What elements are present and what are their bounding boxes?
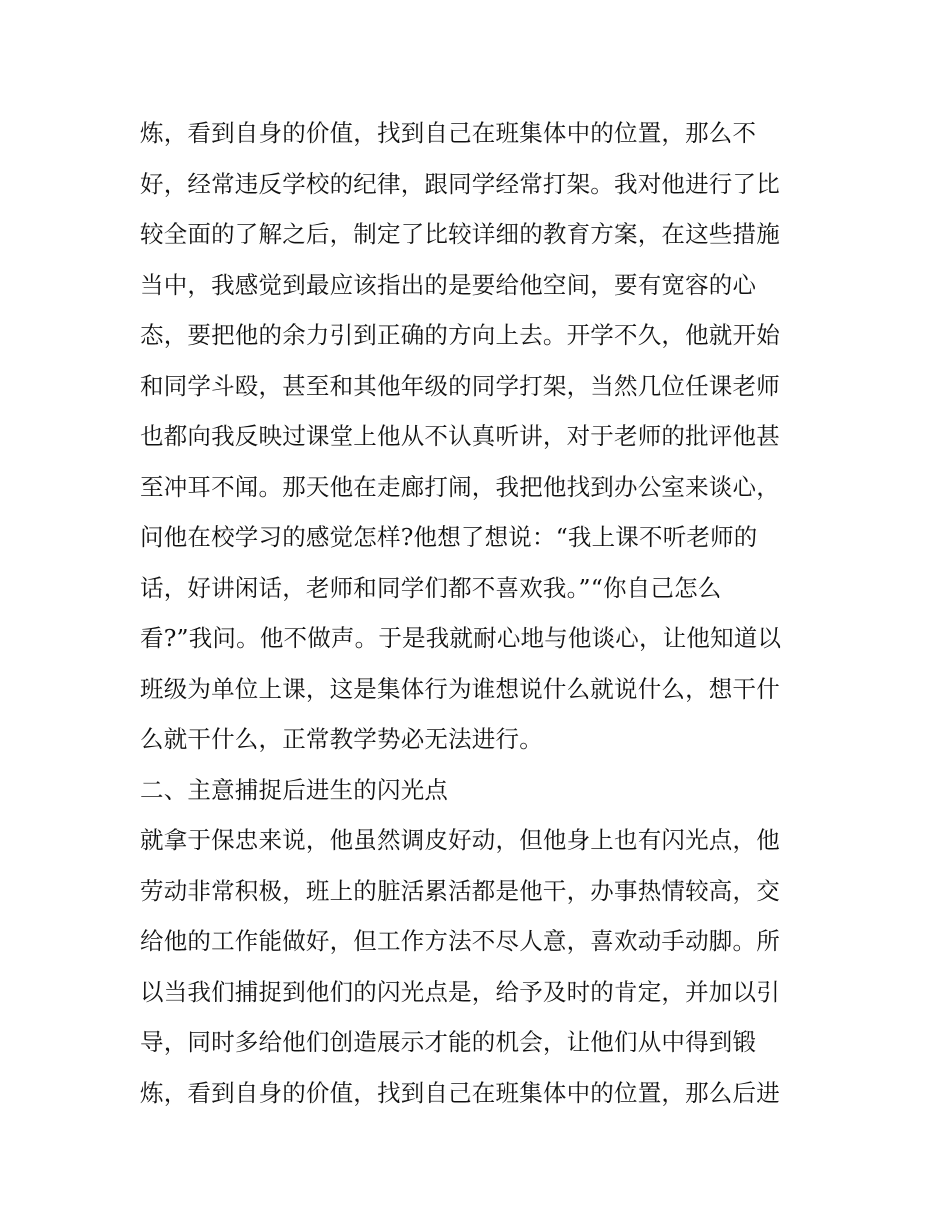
text-line-3: 较全面的了解之后，制定了比较详细的教育方案，在这些措施 xyxy=(140,220,780,248)
text-line-9: 问他在校学习的感觉怎样?他想了想说：“我上课不听老师的 xyxy=(140,523,758,551)
text-line-8: 至冲耳不闻。那天他在走廊打闹，我把他找到办公室来谈心， xyxy=(140,472,780,501)
section-heading: 二、主意捕捉后进生的闪光点 xyxy=(140,775,449,804)
text-line-11: 看?”我问。他不做声。于是我就耐心地与他谈心，让他知道以 xyxy=(140,624,782,652)
body-text xyxy=(140,108,830,1118)
text-line-13: 么就干什么，正常教学势必无法进行。 xyxy=(140,725,543,753)
text-line-16: 劳动非常积极，班上的脏活累活都是他干，办事热情较高，交 xyxy=(140,876,780,905)
text-line-2: 好，经常违反学校的纪律，跟同学经常打架。我对他进行了比 xyxy=(140,169,780,198)
text-line-17: 给他的工作能做好，但工作方法不尽人意，喜欢动手动脚。所 xyxy=(140,927,780,955)
text-line-1: 炼，看到自身的价值，找到自己在班集体中的位置，那么不 xyxy=(140,119,757,147)
text-line-6: 和同学斗殴，甚至和其他年级的同学打架，当然几位任课老师 xyxy=(140,371,780,400)
text-line-15: 就拿于保忠来说，他虽然调皮好动，但他身上也有闪光点，他 xyxy=(140,826,780,854)
text-line-10: 话，好讲闲话，老师和同学们都不喜欢我。”“你自己怎么 xyxy=(140,573,722,602)
text-line-12: 班级为单位上课，这是集体行为谁想说什么就说什么，想干什 xyxy=(140,674,780,703)
text-line-18: 以当我们捕捉到他们的闪光点是，给予及时的肯定，并加以引 xyxy=(140,977,780,1006)
text-line-5: 态，要把他的余力引到正确的方向上去。开学不久，他就开始 xyxy=(140,321,780,349)
text-line-19: 导，同时多给他们创造展示才能的机会，让他们从中得到锻 xyxy=(140,1028,757,1056)
text-line-4: 当中，我感觉到最应该指出的是要给他空间，要有宽容的心 xyxy=(140,270,757,299)
text-line-20: 炼，看到自身的价值，找到自己在班集体中的位置，那么后进 xyxy=(140,1078,780,1107)
text-line-7: 也都向我反映过课堂上他从不认真听讲，对于老师的批评他甚 xyxy=(140,422,780,450)
